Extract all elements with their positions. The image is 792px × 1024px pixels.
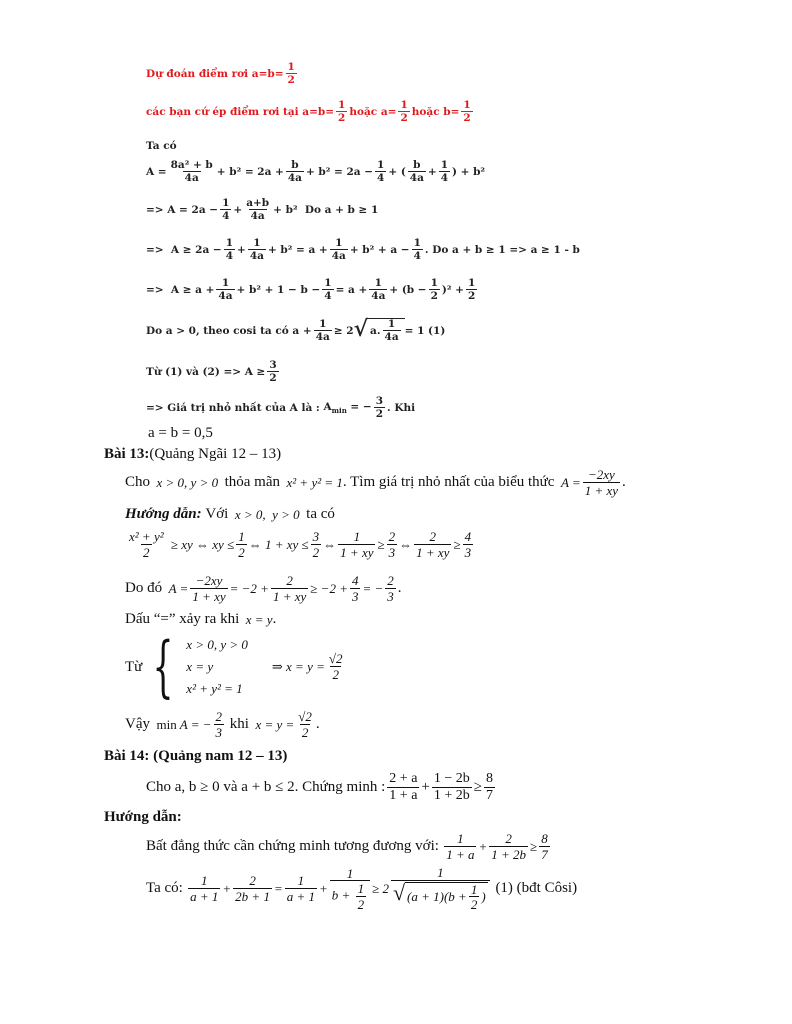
- bai14-bdt: Bất đẳng thức cần chứng minh tương đương với: $\frac{1}{1 + a}$ + $\frac{2}{1 + 2b}$ ≥ $\frac{8}{7}$: [146, 831, 548, 862]
- bai13-ineq-chain: $\frac{\text{x² + y²}}{2}$ ≥ xy ⇔ xy ≤ $\frac{1}{2}$ ⇔ 1 + xy ≤ $\frac{3}{2}$ ⇔ $\frac{1}{1 + xy}$ ≥ $\frac{2}{3}$ ⇔ $\frac{2}{1 + xy}$ ≥ $\frac{4}{3}$: [129, 529, 472, 560]
- bai14-heading: Bài 14: (Quảng nam 12 – 13): [104, 748, 288, 764]
- bai14-huong-dan: Hướng dẫn:: [104, 809, 182, 825]
- bai13-vay: Vậy min A = − $\frac{2}{3}$ khi x = y = $\frac{√2}{2}$ .: [125, 709, 320, 740]
- red-line-1-text: Dự đoán điểm rơi a=b=: [146, 68, 284, 81]
- bai13-dau: Dấu “=” xảy ra khi x = y .: [125, 611, 277, 627]
- sol-line-A: A = $\frac{\text{8a² + b}}{4a}$ + b² = 2a + $\frac{b}{4a}$ + b² = 2a − $\frac{1}{4}$ + ( b 4a + $\frac{1}{4}$ ) + b²: [146, 159, 486, 185]
- bai13-huong-dan: Hướng dẫn: Với x > 0, y > 0 ta có: [125, 506, 335, 522]
- sol-line-2: => A = 2a − $\frac{1}{4}$ + $\frac{a+b}{4a}$ + b² Do a + b ≥ 1: [146, 197, 379, 223]
- sol-line-3: => A ≥ 2a − $\frac{1}{4}$ + $\frac{1}{4a}$ + b² = a + $\frac{1}{4a}$ + b² + a − $\frac{1}{4}$ . Do a + b ≥ 1 => a ≥ 1 - b: [146, 237, 580, 263]
- bai13-problem: Cho x > 0, y > 0 thỏa mãn x² + y² = 1 . Tìm giá trị nhỏ nhất của biểu thức A = $\frac{-2xy}{1 + xy}$ .: [125, 467, 626, 498]
- bai13-do-do: Do đó A = $\frac{-2xy}{1 + xy}$ = −2 + $\frac{2}{1 + xy}$ ≥ −2 + $\frac{4}{3}$ = − $\frac{2}{3}$ .: [125, 573, 402, 604]
- ab-value: a = b = 0,5: [148, 425, 213, 441]
- bai14-ta-co: Ta có: $\frac{1}{a + 1}$ + $\frac{2}{2b + 1}$ = $\frac{1}{a + 1}$ + 1 b + $\frac{1}{2}$ ≥ 2 1 √ (a + 1)(b + 1 2 ) (1) (bđt Côsi): [146, 865, 578, 913]
- sol-ta-co: Ta có: [146, 140, 177, 152]
- bai14-problem: Cho a, b ≥ 0 và a + b ≤ 2. Chứng minh : 2 + a 1 + a + $\frac{1 - 2b}{1 + 2b}$ ≥ $\frac{8}{7}$: [146, 771, 494, 803]
- bai13-system: Từ { x > 0, y > 0 x = y x² + y² = 1 ⇒ x = y = $\frac{√2}{2}$: [125, 628, 343, 705]
- bai13-heading: Bài 13: (Quảng Ngãi 12 – 13): [104, 446, 282, 462]
- sol-line-4: => A ≥ a + $\frac{1}{4a}$ + b² + 1 − b − $\frac{1}{4}$ = a + $\frac{1}{4a}$ + (b − $\frac{1}{2}$ )² + $\frac{1}{2}$: [146, 277, 476, 303]
- sol-line-5: Do a > 0, theo cosi ta có a + $\frac{1}{4a}$ ≥ 2 √ a. 1 4a = 1 (1): [146, 316, 446, 344]
- red-line-1: Dự đoán điểm rơi a=b= $\frac{1}{2}$: [146, 61, 295, 87]
- red-line-2: các bạn cứ ép điểm rơi tại a=b= $\frac{1}{2}$ hoặc a= $\frac{1}{2}$ hoặc b= $\frac{1}{2}$: [146, 99, 471, 125]
- sol-line-6: Từ (1) và (2) => A ≥ $\frac{3}{2}$: [146, 359, 277, 385]
- sol-line-7: => Giá trị nhỏ nhất của A là : $A_{min}$ = − $\frac{3}{2}$ . Khi: [146, 395, 416, 421]
